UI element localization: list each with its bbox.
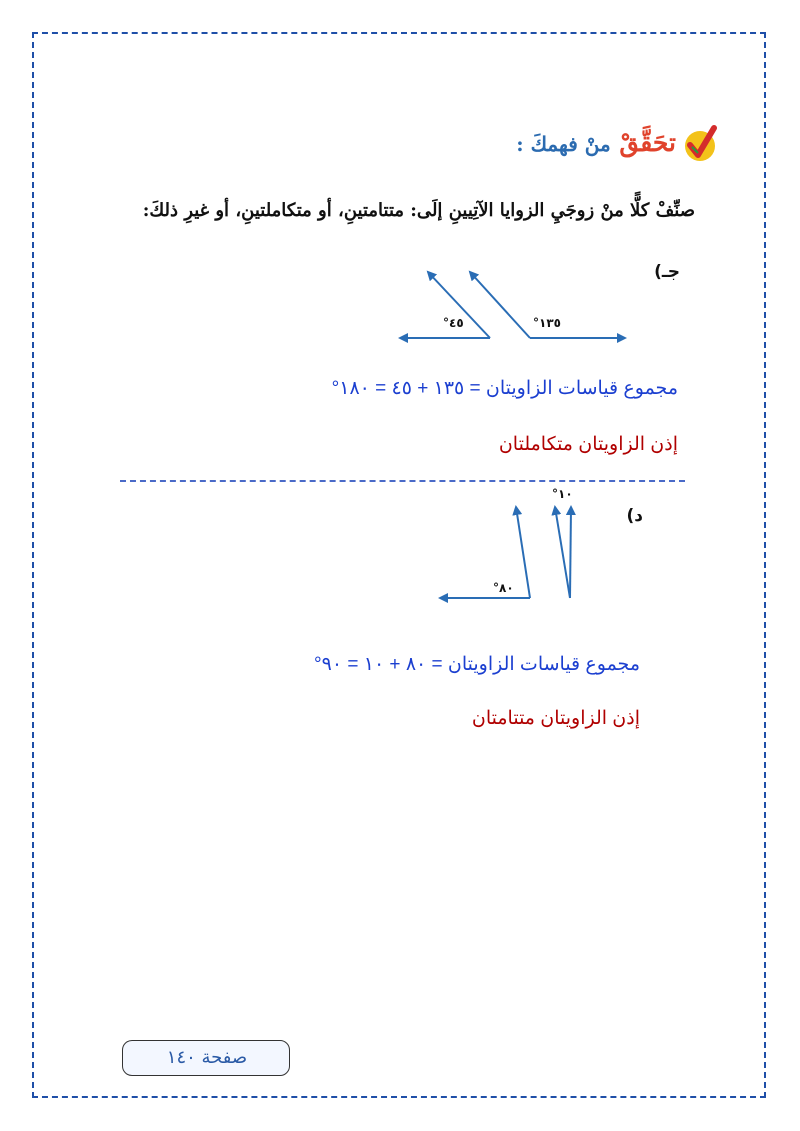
check-understanding-heading <box>440 118 720 168</box>
checkmark-icon <box>680 122 720 164</box>
part-d-angle-80: °٨٠ <box>493 581 514 595</box>
heading-title-main: تحَقَّقْ <box>619 128 676 157</box>
heading-subtitle: منْ فهمكَ : <box>516 132 611 156</box>
section-divider <box>120 480 685 482</box>
page-number-badge <box>122 1040 290 1076</box>
instruction-text: صنِّفْ كلًّا منْ زوجَيِ الزوايا الآتِيينِ إلَى: متتامتينِ، أو متكاملتينِ، أو غيرِ ذلكَ: <box>142 200 695 221</box>
page-number: صفحة ١٤٠ <box>166 1047 248 1068</box>
part-d-conclusion: إذن الزاويتان متتامتان <box>471 708 640 729</box>
part-c-angle-135: °١٣٥ <box>533 316 561 330</box>
part-d-ray <box>570 507 571 598</box>
part-c-label: جـ) <box>654 262 680 282</box>
page-border <box>32 32 766 1098</box>
part-d-sum: مجموع قياسات الزاويتان = ٨٠ + ١٠ = ٩٠° <box>314 654 640 675</box>
part-c-sum: مجموع قياسات الزاويتان = ١٣٥ + ٤٥ = ١٨٠° <box>331 378 678 399</box>
part-c-ray <box>470 272 530 338</box>
part-d-ray <box>555 507 570 598</box>
part-d-angle-10: °١٠ <box>552 487 573 501</box>
part-c-diagram <box>390 260 640 350</box>
part-c-conclusion: إذن الزاويتان متكاملتان <box>498 434 678 455</box>
part-d-ray <box>516 507 530 598</box>
part-d-label: د) <box>626 506 643 526</box>
part-c-angle-45: °٤٥ <box>443 316 464 330</box>
heading-title <box>516 128 676 157</box>
